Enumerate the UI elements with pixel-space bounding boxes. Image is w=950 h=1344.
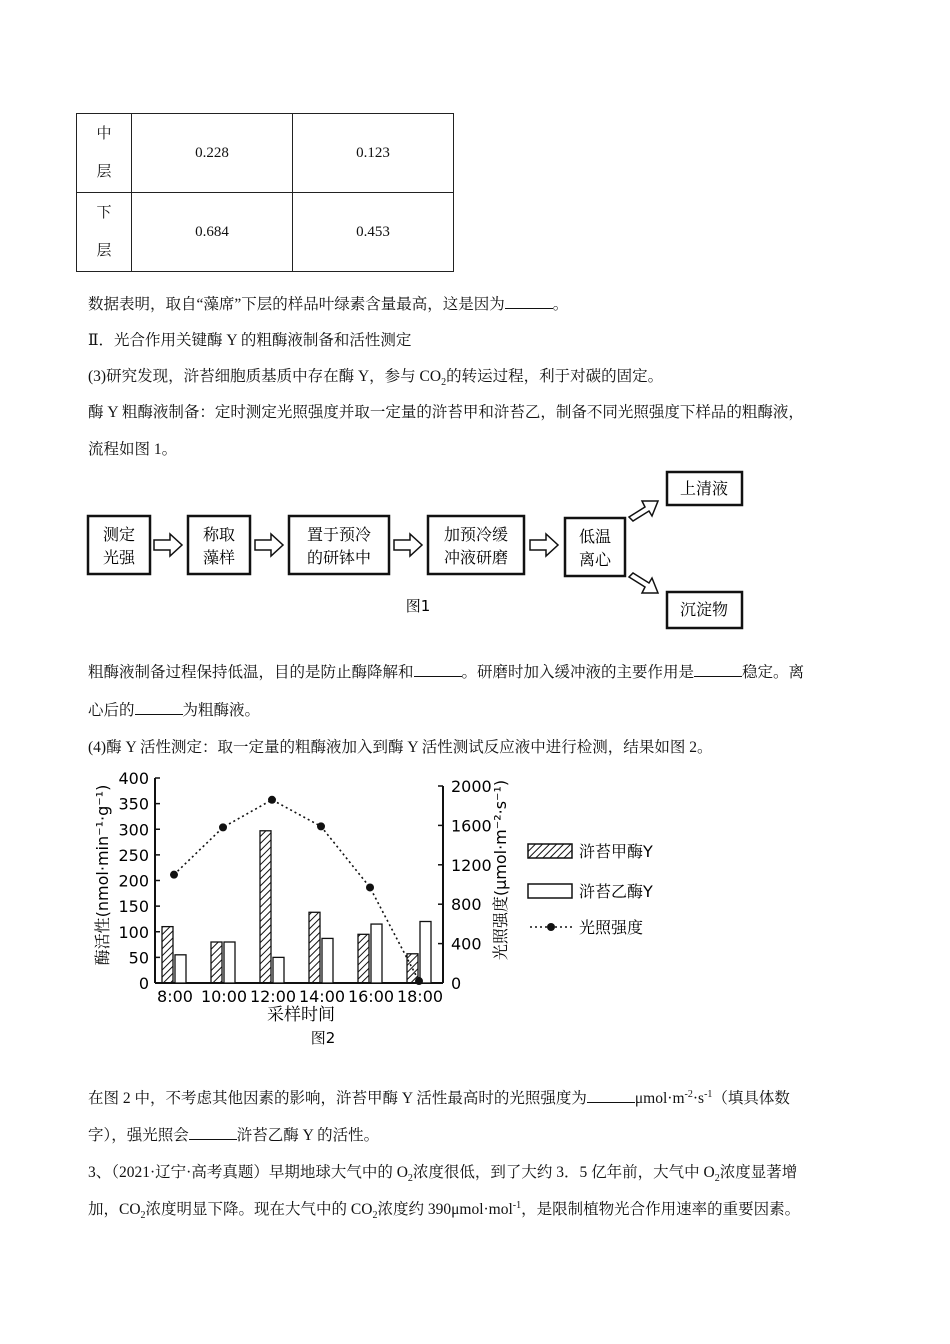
bar-enzyme-b bbox=[224, 942, 235, 983]
paragraph: 字），强光照会 浒苔乙酶 Y 的活性。 bbox=[88, 1127, 380, 1144]
y-axis-left-label: 酶活性(nmol·min⁻¹·g⁻¹) bbox=[93, 784, 112, 966]
legend-swatch-a bbox=[528, 844, 572, 858]
light-intensity-point bbox=[219, 823, 227, 831]
paragraph: (3)研究发现，浒苔细胞质基质中存在酶 Y，参与 $CO_2$的转运过程，利于对碳的固定。 bbox=[88, 368, 664, 389]
paragraph: 心后的 为粗酶液。 bbox=[88, 702, 261, 719]
legend bbox=[528, 842, 653, 937]
y-tick-label-left: 0 bbox=[138, 974, 149, 993]
svg-text:藻样: 藻样 bbox=[202, 548, 236, 567]
bar-enzyme-a bbox=[211, 942, 222, 983]
svg-text:测定: 测定 bbox=[102, 525, 136, 544]
bar-enzyme-b bbox=[322, 938, 333, 983]
y-axis-right-label: 光照强度(μmol·m⁻²·s⁻¹) bbox=[491, 779, 510, 961]
figure-caption: 图1 bbox=[405, 597, 431, 615]
svg-text:离心: 离心 bbox=[578, 550, 612, 569]
y-tick-label-right: 0 bbox=[451, 974, 462, 993]
svg-text:冲液研磨: 冲液研磨 bbox=[443, 548, 509, 567]
y-tick-label-left: 300 bbox=[118, 820, 149, 840]
paragraph: (4)酶 Y 活性测定：取一定量的粗酶液加入到酶 Y 活性测试反应液中进行检测，结果如图 2。 bbox=[88, 739, 713, 756]
legend-swatch-b bbox=[528, 884, 572, 898]
bar-enzyme-a bbox=[309, 912, 320, 983]
paragraph: 流程如图 1。 bbox=[88, 441, 178, 458]
paragraph: 在图 2 中，不考虑其他因素的影响，浒苔甲酶 Y 活性最高时的光照强度为 $\mu mol\cdot m^{-2}\cdot s^{-1}$（填具体数 bbox=[88, 1088, 790, 1107]
table-cell: 0.453 bbox=[293, 193, 454, 272]
bar-enzyme-a bbox=[358, 934, 369, 983]
svg-text:低温: 低温 bbox=[578, 527, 612, 546]
paragraph: 酶 Y 粗酶液制备：定时测定光照强度并取一定量的浒苔甲和浒苔乙，制备不同光照强度下样品的粗酶液， bbox=[88, 404, 804, 421]
x-tick-label: 8:00 bbox=[157, 987, 193, 1006]
section-heading: Ⅱ．光合作用关键酶 Y 的粗酶液制备和活性测定 bbox=[88, 332, 412, 349]
y-tick-label-right: 1600 bbox=[451, 816, 492, 836]
y-tick-label-left: 200 bbox=[118, 871, 149, 891]
light-intensity-point bbox=[415, 977, 423, 985]
svg-text:上清液: 上清液 bbox=[679, 479, 729, 498]
svg-text:置于预冷: 置于预冷 bbox=[306, 525, 372, 544]
bar-enzyme-b bbox=[371, 924, 382, 983]
bar-enzyme-a bbox=[162, 927, 173, 983]
table-cell: 0.684 bbox=[132, 193, 293, 272]
bar-enzyme-b bbox=[273, 957, 284, 983]
x-tick-label: 14:00 bbox=[298, 987, 346, 1006]
legend-label-c: 光照强度 bbox=[579, 918, 644, 937]
y-tick-label-left: 100 bbox=[118, 922, 149, 942]
svg-text:加预冷缓: 加预冷缓 bbox=[443, 525, 509, 544]
light-intensity-point bbox=[170, 871, 178, 879]
y-tick-label-left: 350 bbox=[118, 794, 149, 814]
x-tick-label: 18:00 bbox=[396, 987, 444, 1006]
light-intensity-point bbox=[268, 796, 276, 804]
x-tick-label: 10:00 bbox=[200, 987, 248, 1006]
y-tick-label-right: 800 bbox=[451, 895, 482, 915]
y-tick-label-right: 2000 bbox=[451, 777, 492, 796]
x-tick-label: 12:00 bbox=[249, 987, 297, 1006]
legend-label-b: 浒苔乙酶Y bbox=[579, 882, 653, 901]
y-tick-label-left: 150 bbox=[118, 897, 149, 917]
y-tick-label-left: 400 bbox=[118, 769, 149, 788]
question-stem: 3、（2021·辽宁·高考真题）早期地球大气中的 $O_2$浓度很低，到了大约 3．5 亿年前，大气中 $O_2$浓度显著增 bbox=[88, 1164, 798, 1185]
y-tick-label-right: 1200 bbox=[451, 855, 492, 875]
svg-text:光强: 光强 bbox=[102, 548, 136, 567]
question-stem: 加，$CO_2$浓度明显下降。现在大气中的 $CO_2$浓度约 390μmol·mol$^{-1}$，是限制植物光合作用速率的重要因素。 bbox=[88, 1199, 801, 1222]
x-axis-label: 采样时间 bbox=[267, 1005, 335, 1025]
legend-label-a: 浒苔甲酶Y bbox=[579, 842, 653, 861]
figure-caption: 图2 bbox=[310, 1029, 336, 1047]
x-tick-label: 16:00 bbox=[347, 987, 395, 1006]
y-tick-label-right: 400 bbox=[451, 934, 482, 954]
row-label: 中 层 bbox=[77, 114, 132, 193]
paragraph: 粗酶液制备过程保持低温，目的是防止酶降解和 。研磨时加入缓冲液的主要作用是 稳定。离 bbox=[88, 664, 805, 681]
light-intensity-point bbox=[317, 822, 325, 830]
svg-text:称取: 称取 bbox=[202, 525, 236, 544]
row-label: 下 层 bbox=[77, 193, 132, 272]
svg-text:沉淀物: 沉淀物 bbox=[679, 600, 729, 619]
svg-text:的研钵中: 的研钵中 bbox=[306, 548, 372, 567]
table-cell: 0.123 bbox=[293, 114, 454, 193]
table-cell: 0.228 bbox=[132, 114, 293, 193]
answer-blank[interactable] bbox=[587, 1090, 635, 1103]
answer-blank[interactable] bbox=[189, 1127, 237, 1140]
y-tick-label-left: 250 bbox=[118, 845, 149, 865]
bar-enzyme-b bbox=[175, 955, 186, 983]
light-intensity-point bbox=[366, 883, 374, 891]
bar-enzyme-a bbox=[260, 831, 271, 983]
bar-enzyme-b bbox=[420, 922, 431, 984]
paragraph: 数据表明，取自“藻席”下层的样品叶绿素含量最高，这是因为 。 bbox=[88, 296, 569, 313]
y-tick-label-left: 50 bbox=[128, 948, 149, 968]
